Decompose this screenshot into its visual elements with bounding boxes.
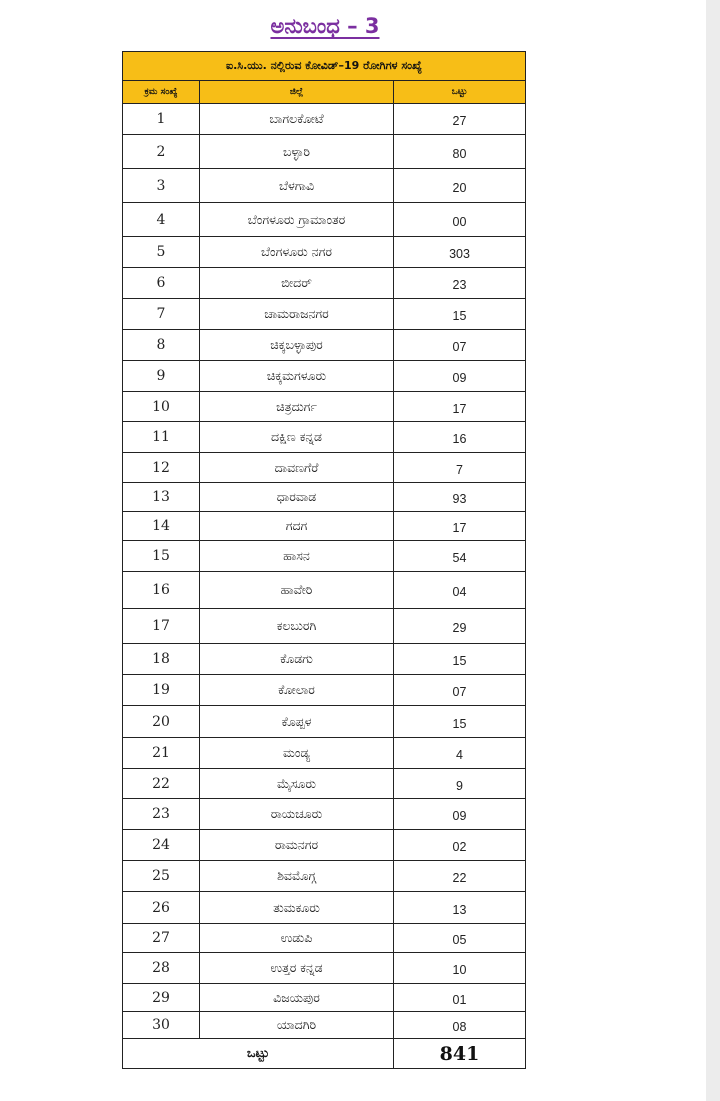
row-district: ರಾಮನಗರ xyxy=(200,830,394,861)
row-district: ಮೈಸೂರು xyxy=(200,769,394,799)
row-serial: 5 xyxy=(123,237,200,268)
row-count: 15 xyxy=(394,706,526,738)
table-row xyxy=(123,644,526,675)
table-row xyxy=(123,738,526,769)
row-district: ಕೊಡಗು xyxy=(200,644,394,675)
table-row xyxy=(123,541,526,572)
table-row xyxy=(123,572,526,609)
row-count: 303 xyxy=(394,237,526,268)
table-row xyxy=(123,299,526,330)
row-count: 17 xyxy=(394,392,526,422)
table-row xyxy=(123,799,526,830)
row-district: ಚಿಕ್ಕಬಳ್ಳಾಪುರ xyxy=(200,330,394,361)
row-serial: 4 xyxy=(123,203,200,237)
row-district: ಬೀದರ್ xyxy=(200,268,394,299)
row-serial: 13 xyxy=(123,483,200,512)
table-row xyxy=(123,953,526,984)
row-count: 80 xyxy=(394,135,526,169)
row-serial: 26 xyxy=(123,892,200,924)
icu-covid-table xyxy=(122,51,526,1069)
row-serial: 19 xyxy=(123,675,200,706)
row-count: 13 xyxy=(394,892,526,924)
row-district: ವಿಜಯಪುರ xyxy=(200,984,394,1012)
row-district: ಬೆಂಗಳೂರು ನಗರ xyxy=(200,237,394,268)
row-serial: 3 xyxy=(123,169,200,203)
row-serial: 1 xyxy=(123,104,200,135)
page-title: ಅನುಬಂಧ – 3 xyxy=(270,14,380,38)
row-count: 15 xyxy=(394,299,526,330)
row-serial: 7 xyxy=(123,299,200,330)
row-district: ಚಾಮರಾಜನಗರ xyxy=(200,299,394,330)
table-row xyxy=(123,330,526,361)
table-row xyxy=(123,984,526,1012)
table-row xyxy=(123,135,526,169)
row-count: 01 xyxy=(394,984,526,1012)
row-serial: 17 xyxy=(123,609,200,644)
row-serial: 16 xyxy=(123,572,200,609)
table-row xyxy=(123,769,526,799)
table-row xyxy=(123,924,526,953)
row-serial: 12 xyxy=(123,453,200,483)
table-caption: ಐ.ಸಿ.ಯು. ನಲ್ಲಿರುವ ಕೋವಿಡ್–19 ರೋಗಿಗಳ ಸಂಖ್ಯೆ xyxy=(123,52,526,81)
row-serial: 28 xyxy=(123,953,200,984)
table-row xyxy=(123,104,526,135)
row-district: ತುಮಕೂರು xyxy=(200,892,394,924)
row-serial: 30 xyxy=(123,1012,200,1039)
row-count: 17 xyxy=(394,512,526,541)
total-label: ಒಟ್ಟು xyxy=(123,1039,394,1069)
row-count: 93 xyxy=(394,483,526,512)
table-row xyxy=(123,512,526,541)
row-serial: 23 xyxy=(123,799,200,830)
row-district: ಶಿವಮೊಗ್ಗ xyxy=(200,861,394,892)
row-district: ಹಾವೇರಿ xyxy=(200,572,394,609)
table-row xyxy=(123,169,526,203)
row-district: ರಾಯಚೂರು xyxy=(200,799,394,830)
row-count: 22 xyxy=(394,861,526,892)
row-district: ಉತ್ತರ ಕನ್ನಡ xyxy=(200,953,394,984)
row-serial: 11 xyxy=(123,422,200,453)
row-serial: 25 xyxy=(123,861,200,892)
table-row xyxy=(123,361,526,392)
row-district: ಯಾದಗಿರಿ xyxy=(200,1012,394,1039)
table-row xyxy=(123,830,526,861)
row-district: ಮಂಡ್ಯ xyxy=(200,738,394,769)
row-serial: 22 xyxy=(123,769,200,799)
row-count: 00 xyxy=(394,203,526,237)
row-count: 7 xyxy=(394,453,526,483)
page-edge-shadow xyxy=(706,0,720,1101)
row-serial: 10 xyxy=(123,392,200,422)
row-count: 07 xyxy=(394,675,526,706)
table-row xyxy=(123,675,526,706)
row-district: ಬಳ್ಳಾರಿ xyxy=(200,135,394,169)
row-serial: 27 xyxy=(123,924,200,953)
row-district: ಬಾಗಲಕೋಟೆ xyxy=(200,104,394,135)
row-count: 10 xyxy=(394,953,526,984)
row-district: ದಾವಣಗೆರೆ xyxy=(200,453,394,483)
row-district: ಉಡುಪಿ xyxy=(200,924,394,953)
row-serial: 6 xyxy=(123,268,200,299)
row-serial: 24 xyxy=(123,830,200,861)
header-district: ಜಿಲ್ಲೆ xyxy=(200,81,394,104)
table-body xyxy=(123,104,526,1039)
row-district: ಚಿತ್ರದುರ್ಗ xyxy=(200,392,394,422)
row-serial: 14 xyxy=(123,512,200,541)
header-serial: ಕ್ರಮ ಸಂಖ್ಯೆ xyxy=(123,81,200,104)
row-serial: 8 xyxy=(123,330,200,361)
row-count: 54 xyxy=(394,541,526,572)
row-district: ಕೋಲಾರ xyxy=(200,675,394,706)
table-row xyxy=(123,706,526,738)
row-serial: 9 xyxy=(123,361,200,392)
row-serial: 21 xyxy=(123,738,200,769)
row-district: ಬೆಳಗಾವಿ xyxy=(200,169,394,203)
table-row xyxy=(123,483,526,512)
table-row xyxy=(123,861,526,892)
row-district: ಗದಗ xyxy=(200,512,394,541)
row-count: 20 xyxy=(394,169,526,203)
row-count: 05 xyxy=(394,924,526,953)
row-serial: 15 xyxy=(123,541,200,572)
table-row xyxy=(123,892,526,924)
row-serial: 18 xyxy=(123,644,200,675)
row-count: 04 xyxy=(394,572,526,609)
row-district: ಕಲಬುರಗಿ xyxy=(200,609,394,644)
row-count: 9 xyxy=(394,769,526,799)
row-count: 09 xyxy=(394,799,526,830)
row-serial: 29 xyxy=(123,984,200,1012)
table-row xyxy=(123,609,526,644)
row-district: ಬೆಂಗಳೂರು ಗ್ರಾಮಾಂತರ xyxy=(200,203,394,237)
row-count: 07 xyxy=(394,330,526,361)
row-district: ಹಾಸನ xyxy=(200,541,394,572)
row-district: ದಕ್ಷಿಣ ಕನ್ನಡ xyxy=(200,422,394,453)
table-row xyxy=(123,268,526,299)
table-row xyxy=(123,1012,526,1039)
row-district: ಚಿಕ್ಕಮಗಳೂರು xyxy=(200,361,394,392)
row-count: 4 xyxy=(394,738,526,769)
table-row xyxy=(123,203,526,237)
row-count: 02 xyxy=(394,830,526,861)
row-count: 09 xyxy=(394,361,526,392)
total-value: 841 xyxy=(394,1039,526,1069)
row-serial: 20 xyxy=(123,706,200,738)
row-count: 08 xyxy=(394,1012,526,1039)
row-serial: 2 xyxy=(123,135,200,169)
row-count: 27 xyxy=(394,104,526,135)
table-row xyxy=(123,422,526,453)
table-row xyxy=(123,453,526,483)
row-count: 15 xyxy=(394,644,526,675)
table-row xyxy=(123,237,526,268)
header-total: ಒಟ್ಟು xyxy=(394,81,526,104)
row-count: 23 xyxy=(394,268,526,299)
row-count: 29 xyxy=(394,609,526,644)
row-district: ಕೊಪ್ಪಳ xyxy=(200,706,394,738)
row-count: 16 xyxy=(394,422,526,453)
table-row xyxy=(123,392,526,422)
row-district: ಧಾರವಾಡ xyxy=(200,483,394,512)
